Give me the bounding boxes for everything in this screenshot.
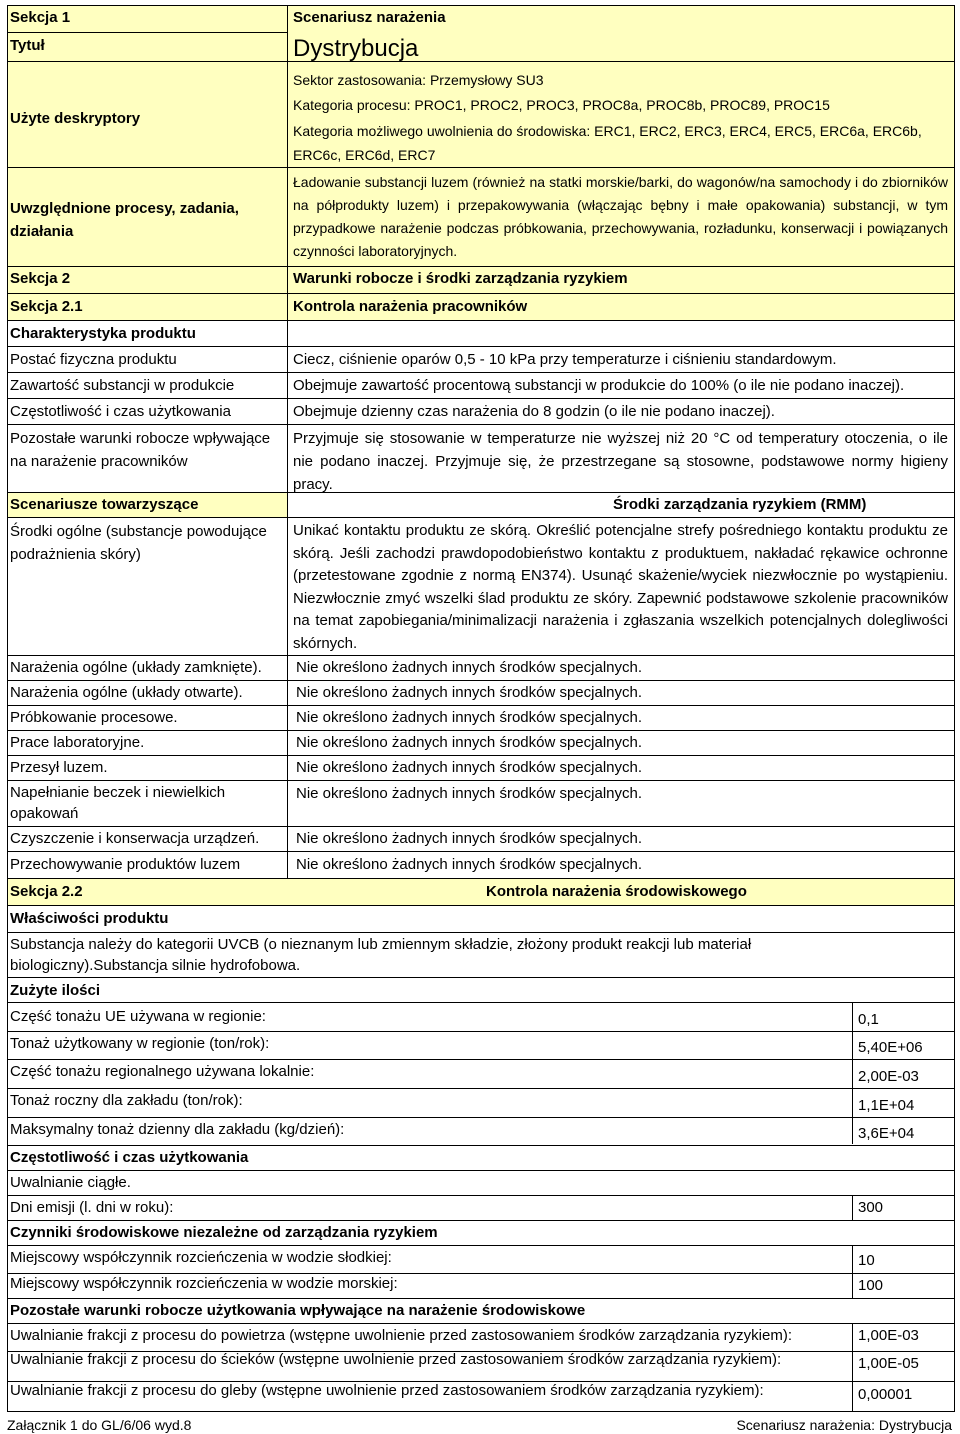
amount-value: 2,00E-03: [858, 1068, 919, 1085]
env-row-value: 10: [858, 1252, 875, 1269]
sekcja21-title: Kontrola narażenia pracowników: [293, 298, 528, 315]
scenario-value: Nie określono żadnych innych środków specjalnych.: [296, 684, 643, 701]
env-label: Czynniki środowiskowe niezależne od zarządzania ryzykiem: [10, 1224, 438, 1241]
amount-label: Tonaż użytkowany w regionie (ton/rok):: [10, 1035, 270, 1052]
scenario-value: Nie określono żadnych innych środków specjalnych.: [296, 856, 643, 873]
row-label: Zawartość substancji w produkcie: [10, 377, 235, 394]
scenario-label: Scenariusz narażenia: [293, 9, 446, 26]
sekcja2-title: Warunki robocze i środki zarządzania ryzykiem: [293, 270, 628, 287]
scenario-value: Nie określono żadnych innych środków specjalnych.: [296, 785, 643, 802]
scenario-label: Prace laboratoryjne.: [10, 734, 145, 751]
sekcja22-label: Sekcja 2.2: [10, 883, 83, 900]
amount-label: Tonaż roczny dla zakładu (ton/rok):: [10, 1092, 243, 1109]
scenario-label: Czyszczenie i konserwacja urządzeń.: [10, 830, 260, 847]
freq-text: Uwalnianie ciągłe.: [10, 1174, 131, 1191]
row-label: Pozostałe warunki robocze wpływające na narażenie pracowników: [10, 430, 271, 470]
sekcja2-label: Sekcja 2: [10, 270, 71, 287]
sekcja21-label: Sekcja 2.1: [10, 298, 83, 315]
scenario-label: Próbkowanie procesowe.: [10, 709, 178, 726]
processes-text: Ładowanie substancji luzem (również na statki morskie/barki, do wagonów/na samochody i do zbiorników na półprodukty luzem) i przepakowywania (włączając bębny i małe opakowania) substancji, w tym przypadkowe narażenie podczas próbkowania, przechowywania, rozładunku, konserwacji i powiązanych czynności laboratoryjnych.: [293, 174, 948, 259]
days-value: 300: [858, 1199, 884, 1216]
other-label: Pozostałe warunki robocze użytkowania wpływające na narażenie środowiskowe: [10, 1302, 586, 1319]
sekcja22-title: Kontrola narażenia środowiskowego: [486, 883, 747, 900]
amounts-label: Zużyte ilości: [10, 982, 101, 999]
release-value: 0,00001: [858, 1386, 913, 1403]
scenario-label: Przechowywanie produktów luzem: [10, 856, 241, 873]
scenario-value: Nie określono żadnych innych środków specjalnych.: [296, 734, 643, 751]
sekcja1-label: Sekcja 1: [10, 9, 71, 26]
footer-right: Scenariusz narażenia: Dystrybucja: [736, 1417, 952, 1433]
row-value: Przyjmuje się stosowanie w temperaturze nie wyższej niż 20 °C od temperatury otoczenia, o ile nie podano inaczej. Przyjmuje się, że przestrzegane są stosowne, podstawowe normy higieny pracy.: [293, 430, 948, 493]
amount-label: Część tonażu regionalnego używana lokalnie:: [10, 1063, 315, 1080]
release-label: Uwalnianie frakcji z procesu do powietrza (wstępne uwolnienie przed zastosowaniem środków zarządzania ryzykiem):: [10, 1327, 793, 1344]
scenario-value: Nie określono żadnych innych środków specjalnych.: [296, 709, 643, 726]
amount-label: Część tonażu UE używana w regionie:: [10, 1008, 266, 1025]
props-label: Właściwości produktu: [10, 910, 169, 927]
amount-value: 0,1: [858, 1011, 879, 1028]
amount-label: Maksymalny tonaż dzienny dla zakładu (kg/dzień):: [10, 1121, 345, 1138]
env-row-label: Miejscowy współczynnik rozcieńczenia w wodzie morskiej:: [10, 1275, 398, 1292]
release-value: 1,00E-05: [858, 1355, 919, 1372]
amount-value: 3,6E+04: [858, 1125, 915, 1142]
descriptors-label: Użyte deskryptory: [10, 110, 141, 127]
env-row-label: Miejscowy współczynnik rozcieńczenia w wodzie słodkiej:: [10, 1249, 392, 1266]
release-label: Uwalnianie frakcji z procesu do gleby (wstępne uwolnienie przed zastosowaniem środków zarządzania ryzykiem):: [10, 1382, 764, 1399]
general-label: Środki ogólne (substancje powodujące podrażnienia skóry): [10, 523, 267, 563]
freq-label: Częstotliwość i czas użytkowania: [10, 1149, 249, 1166]
descriptor-proc: Kategoria procesu: PROC1, PROC2, PROC3, PROC8a, PROC8b, PROC89, PROC15: [293, 97, 830, 113]
sekcja22-band: [7, 878, 954, 905]
row-label: Postać fizyczna produktu: [10, 351, 177, 368]
descriptor-erc: Kategoria możliwego uwolnienia do środowiska: ERC1, ERC2, ERC3, ERC4, ERC5, ERC6a, ERC6b, ERC6c, ERC6d, ERC7: [293, 123, 922, 163]
days-label: Dni emisji (l. dni w roku):: [10, 1199, 174, 1216]
general-text: Unikać kontaktu produktu ze skórą. Określić potencjalne strefy pośredniego kontaktu produktu ze skórą. Jeśli zachodzi prawdopodobieństwo kontaktu z produktuem, nakładać rękawice ochronne (przetestowane zgodnie z normą EN374). Usunąć skażenie/wyciek niezwłocznie po wystąpieniu. Niezwłocznie zmyć wszelki ślad produktu ze skóry. Zapewnić podstawowe szkolenie pracowników na temat zapobiegania/minimalizacji narażenia i zgłaszania wszelkich potencjalnych dolegliwości skórnych.: [293, 522, 948, 652]
scenario-value: Nie określono żadnych innych środków specjalnych.: [296, 659, 643, 676]
row-value: Obejmuje dzienny czas narażenia do 8 godzin (o ile nie podano inaczej).: [293, 403, 775, 420]
char-label: Charakterystyka produktu: [10, 325, 196, 342]
row-value: Obejmuje zawartość procentową substancji w produkcie do 100% (o ile nie podano inaczej).: [293, 377, 905, 394]
amount-value: 1,1E+04: [858, 1097, 915, 1114]
page-title: Dystrybucja: [293, 35, 419, 62]
scenario-label: Narażenia ogólne (układy otwarte).: [10, 684, 243, 701]
env-row-value: 100: [858, 1277, 884, 1294]
scenario-label: Narażenia ogólne (układy zamknięte).: [10, 659, 262, 676]
scenario-label: Przesył luzem.: [10, 759, 108, 776]
tytul-label: Tytuł: [10, 37, 45, 54]
props-text: Substancja należy do kategorii UVCB (o nieznanym lub zmiennym składzie, złożony produkt reakcji lub materiał biologiczny).Substancja silnie hydrofobowa.: [10, 936, 752, 974]
scenario-value: Nie określono żadnych innych środków specjalnych.: [296, 759, 643, 776]
descriptor-sector: Sektor zastosowania: Przemysłowy SU3: [293, 72, 544, 88]
row-value: Ciecz, ciśnienie oparów 0,5 - 10 kPa przy temperaturze i ciśnieniu standardowym.: [293, 351, 837, 368]
processes-label: Uwzględnione procesy, zadania, działania: [10, 200, 239, 240]
release-value: 1,00E-03: [858, 1327, 919, 1344]
scenario-value: Nie określono żadnych innych środków specjalnych.: [296, 830, 643, 847]
release-label: Uwalnianie frakcji z procesu do ścieków (wstępne uwolnienie przed zastosowaniem środków zarządzania ryzykiem):: [10, 1351, 782, 1368]
scenario-label: Napełnianie beczek i niewielkich opakowań: [10, 784, 226, 822]
row-label: Częstotliwość i czas użytkowania: [10, 403, 231, 420]
footer-left: Załącznik 1 do GL/6/06 wyd.8: [7, 1417, 192, 1433]
rmm-label: Środki zarządzania ryzykiem (RMM): [613, 496, 867, 513]
amount-value: 5,40E+06: [858, 1039, 923, 1056]
contrib-label: Scenariusze towarzyszące: [10, 496, 199, 513]
